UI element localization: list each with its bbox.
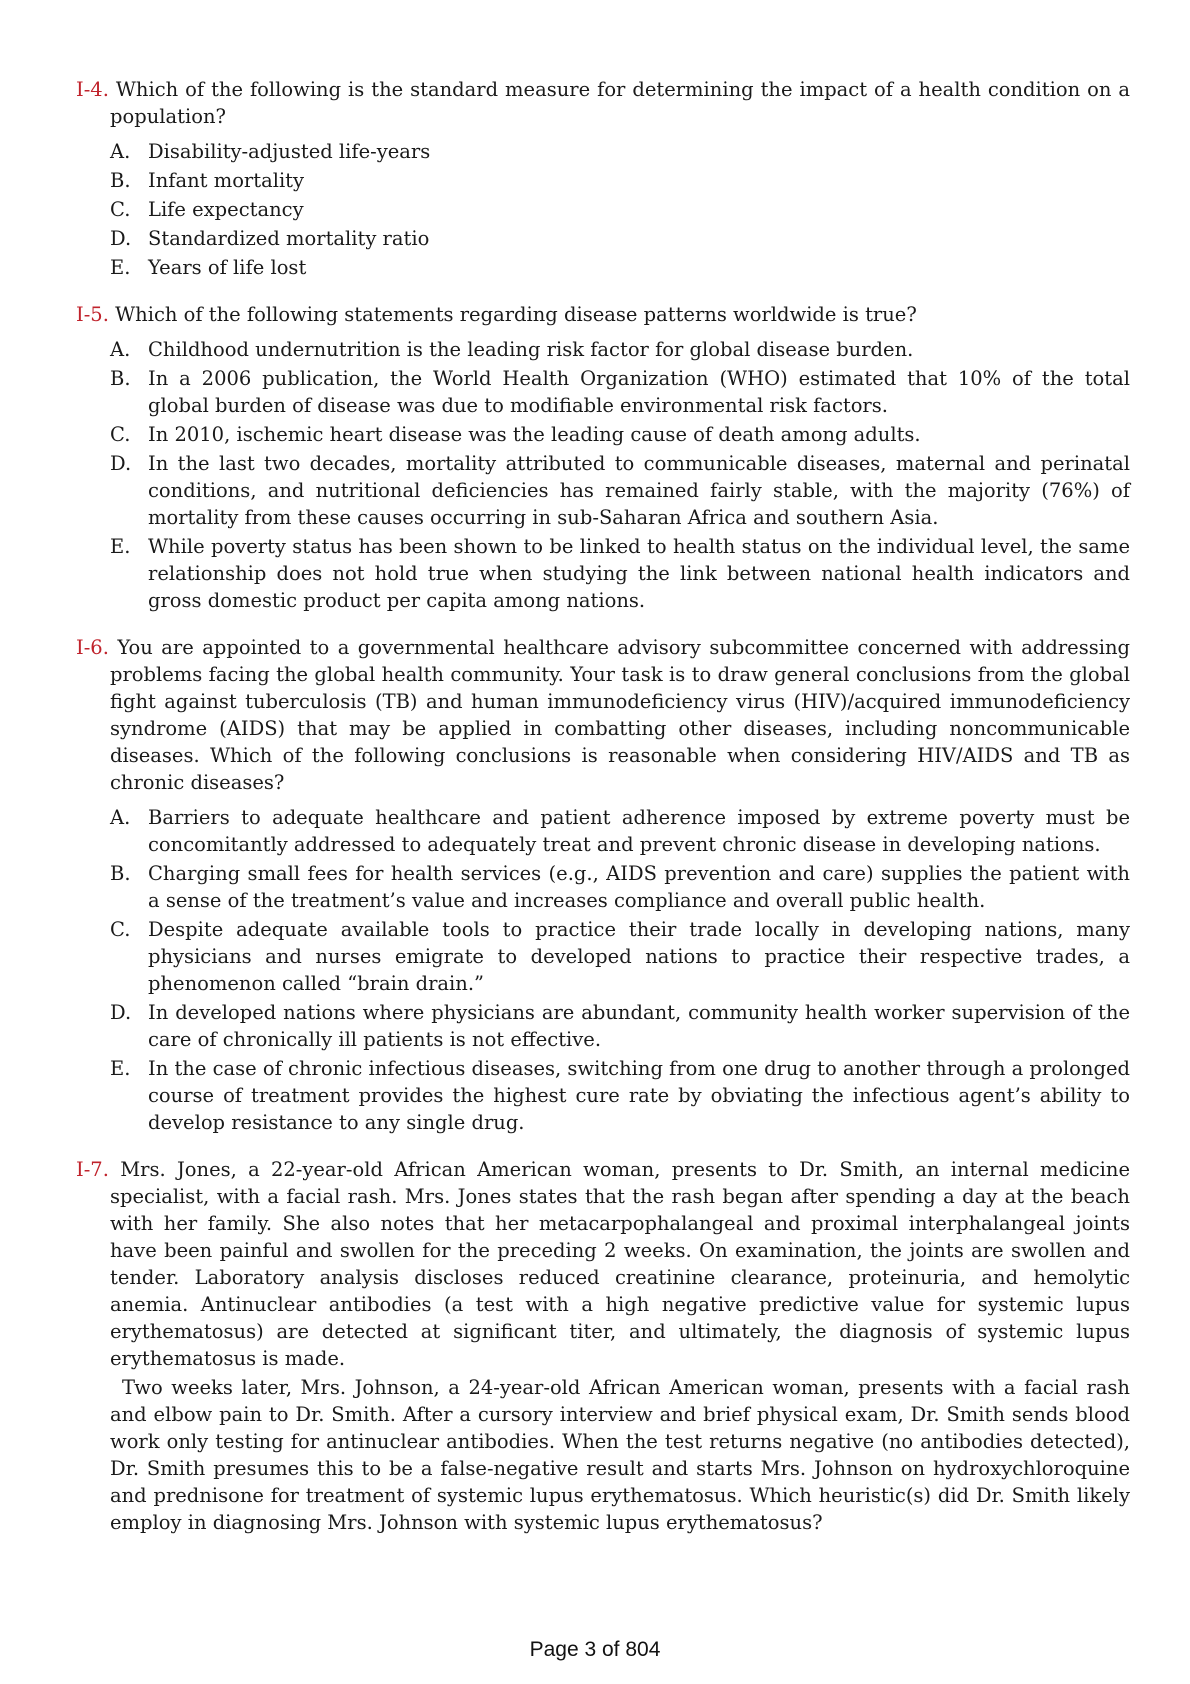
answer-option [76, 225, 1130, 252]
answer-option [76, 167, 1130, 194]
answer-option [76, 254, 1130, 281]
option-letter: A. [110, 806, 131, 829]
option-text: Barriers to adequate healthcare and patient adherence imposed by extreme poverty must be concomitantly addressed to adequately treat and prevent chronic disease in developing nations. [148, 806, 1130, 856]
question-text: Mrs. Jones, a 22-year-old African American woman, presents to Dr. Smith, an internal medicine specialist, with a facial rash. Mrs. Jones states that the rash began after spending a day at the beach with her family. She also notes that her metacarpophalangeal and proximal interphalangeal joints have been painful and swollen for the preceding 2 weeks. On examination, the joints are swollen and tender. Laboratory analysis discloses reduced creatinine clearance, proteinuria, and hemolytic anemia. Antinuclear antibodies (a test with a high negative predictive value for systemic lupus erythematosus) are detected at significant titer, and ultimately, the diagnosis of systemic lupus erythematosus is made. [110, 1158, 1130, 1370]
question-paragraph: Two weeks later, Mrs. Johnson, a 24-year-old African American woman, presents with a facial rash and elbow pain to Dr. Smith. After a cursory interview and brief physical exam, Dr. Smith sends blood work only testing for antinuclear antibodies. When the test returns negative (no antibodies detected), Dr. Smith presumes this to be a false-negative result and starts Mrs. Johnson on hydroxychloroquine and prednisone for treatment of systemic lupus erythematosus. Which heuristic(s) did Dr. Smith likely employ in diagnosing Mrs. Johnson with systemic lupus erythematosus? [110, 1376, 1130, 1534]
question-text: Which of the following is the standard measure for determining the impact of a health condition on a population? [110, 78, 1130, 128]
question-stem [76, 634, 1130, 796]
option-letter: D. [110, 1001, 132, 1024]
answer-options [76, 804, 1130, 1136]
question-number: I-7. [76, 1158, 109, 1181]
option-letter: C. [110, 918, 131, 941]
option-letter: A. [110, 338, 131, 361]
question-stem [76, 1156, 1130, 1372]
option-text: Standardized mortality ratio [148, 227, 430, 250]
answer-option [76, 533, 1130, 614]
option-letter: B. [110, 169, 131, 192]
option-letter: E. [110, 1057, 131, 1080]
option-letter: E. [110, 256, 131, 279]
answer-option [76, 196, 1130, 223]
answer-option [76, 860, 1130, 914]
option-text: Charging small fees for health services (e.g., AIDS prevention and care) supplies the patient with a sense of the treatment’s value and increases compliance and overall public health. [148, 862, 1130, 912]
option-text: Despite adequate available tools to practice their trade locally in developing nations, many physicians and nurses emigrate to developed nations to practice their respective trades, a phenomenon called “brain drain.” [148, 918, 1130, 995]
option-letter: A. [110, 140, 131, 163]
answer-option [76, 138, 1130, 165]
answer-option [76, 450, 1130, 531]
question-stem [76, 76, 1130, 130]
option-text: In developed nations where physicians are abundant, community health worker supervision of the care of chronically ill patients is not effective. [148, 1001, 1130, 1051]
answer-option [76, 421, 1130, 448]
question-stem [76, 301, 1130, 328]
question-number: I-4. [76, 78, 109, 101]
answer-option [76, 336, 1130, 363]
option-letter: C. [110, 198, 131, 221]
option-letter: E. [110, 535, 131, 558]
option-text: Childhood undernutrition is the leading risk factor for global disease burden. [148, 338, 914, 361]
answer-option [76, 1055, 1130, 1136]
answer-option [76, 916, 1130, 997]
option-text: Years of life lost [148, 256, 307, 279]
question-number: I-6. [76, 636, 109, 659]
page-number: Page 3 of 804 [529, 1638, 661, 1661]
option-text: Life expectancy [148, 198, 304, 221]
question-text: Which of the following statements regarding disease patterns worldwide is true? [115, 303, 917, 326]
option-text: Infant mortality [148, 169, 305, 192]
option-text: While poverty status has been shown to be linked to health status on the individual level, the same relationship does not hold true when studying the link between national health indicators and gross domestic product per capita among nations. [148, 535, 1130, 612]
option-text: Disability-adjusted life-years [148, 140, 431, 163]
answer-option [76, 804, 1130, 858]
option-letter: B. [110, 862, 131, 885]
option-text: In the case of chronic infectious diseases, switching from one drug to another through a prolonged course of treatment provides the highest cure rate by obviating the infectious agent’s ability to develop resistance to any single drug. [148, 1057, 1130, 1134]
question-number: I-5. [76, 303, 109, 326]
answer-options [76, 336, 1130, 614]
answer-options [76, 138, 1130, 281]
answer-option [76, 365, 1130, 419]
question-i-4 [76, 76, 1130, 281]
question-text: You are appointed to a governmental healthcare advisory subcommittee concerned with addressing problems facing the global health community. Your task is to draw general conclusions from the global fight against tuberculosis (TB) and human immunodeficiency virus (HIV)/acquired immunodeficiency syndrome (AIDS) that may be applied in combatting other diseases, including noncommunicable diseases. Which of the following conclusions is reasonable when considering HIV/AIDS and TB as chronic diseases? [110, 636, 1131, 794]
document-page [76, 76, 1130, 1556]
question-i-7 [76, 1156, 1130, 1536]
option-text: In 2010, ischemic heart disease was the leading cause of death among adults. [148, 423, 921, 446]
question-i-5 [76, 301, 1130, 614]
option-letter: C. [110, 423, 131, 446]
option-letter: D. [110, 452, 132, 475]
option-text: In the last two decades, mortality attributed to communicable diseases, maternal and perinatal conditions, and nutritional deficiencies has remained fairly stable, with the majority (76%) of mortality from these causes occurring in sub-Saharan Africa and southern Asia. [148, 452, 1130, 529]
option-letter: D. [110, 227, 132, 250]
question-i-6 [76, 634, 1130, 1136]
option-letter: B. [110, 367, 131, 390]
option-text: In a 2006 publication, the World Health Organization (WHO) estimated that 10% of the total global burden of disease was due to modifiable environmental risk factors. [148, 367, 1130, 417]
answer-option [76, 999, 1130, 1053]
